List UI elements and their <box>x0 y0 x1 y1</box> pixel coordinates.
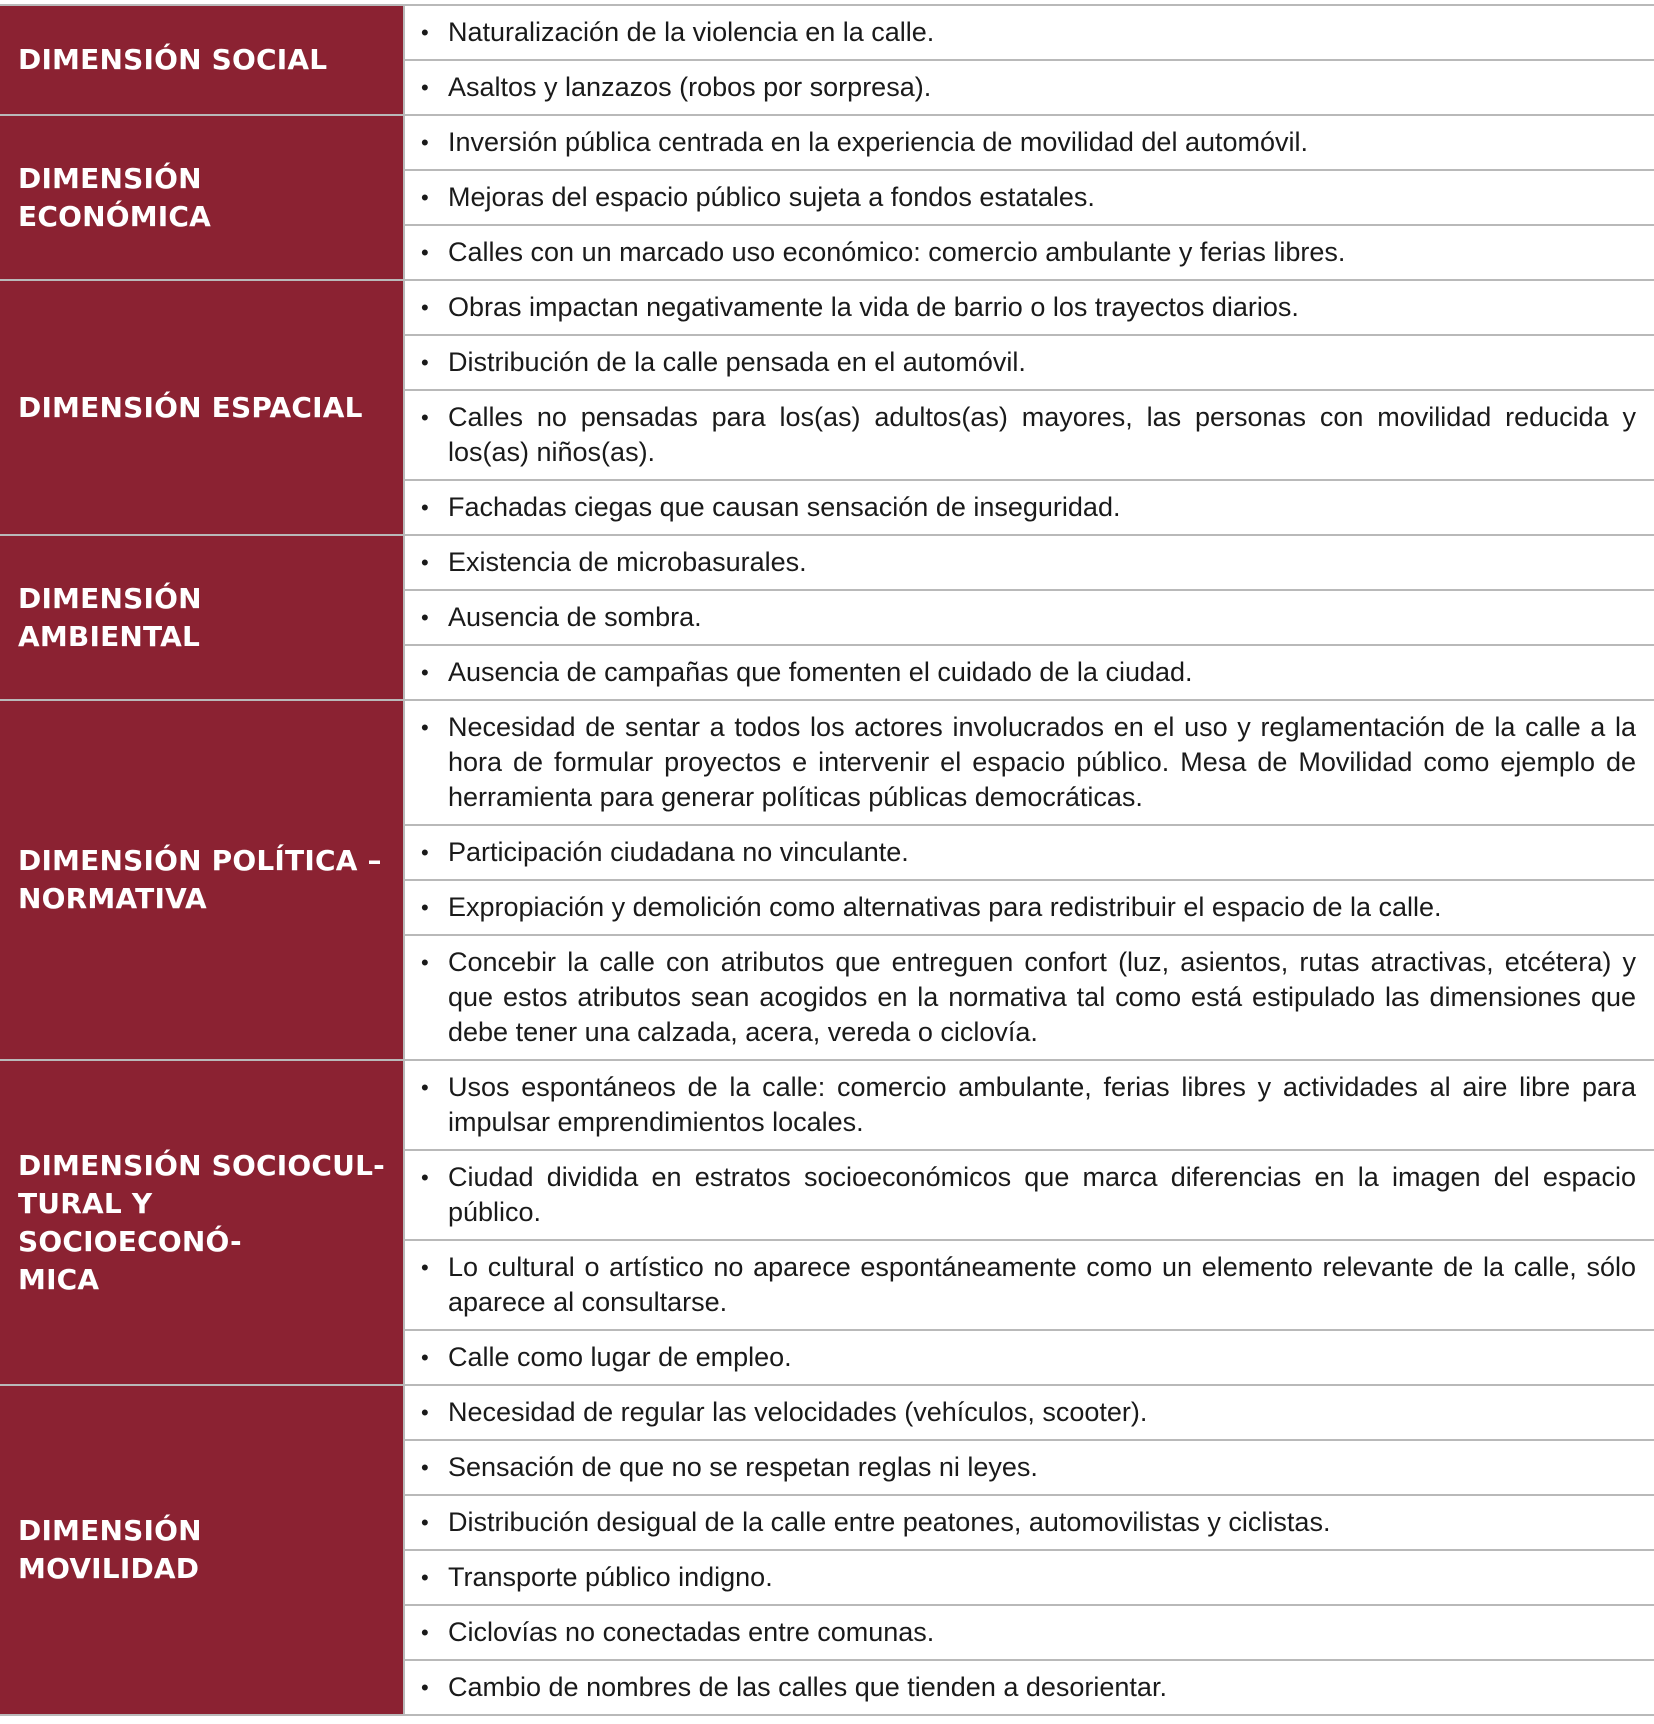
item-text: Sensación de que no se respetan reglas ni leyes. <box>448 1452 1038 1482</box>
item-text: Concebir la calle con atributos que entreguen confort (luz, asientos, rutas atractivas, etcétera) y que estos atributos sean acogidos en la normativa tal como está estipulado las dimensiones que debe tener una calzada, acera, vereda o ciclovía. <box>448 947 1636 1047</box>
bullet-icon: • <box>421 1400 429 1425</box>
item-text: Distribución de la calle pensada en el automóvil. <box>448 347 1026 377</box>
dimension-group <box>0 116 1654 281</box>
list-item <box>405 1494 1654 1549</box>
dimension-items <box>403 116 1654 279</box>
bullet-icon: • <box>421 495 429 520</box>
dimension-label: DIMENSIÓN ESPACIAL <box>0 281 403 534</box>
item-text: Necesidad de regular las velocidades (vehículos, scooter). <box>448 1397 1148 1427</box>
dimension-items <box>403 281 1654 534</box>
item-text: Participación ciudadana no vinculante. <box>448 837 909 867</box>
item-text: Existencia de microbasurales. <box>448 547 807 577</box>
dimension-label: DIMENSIÓN SOCIAL <box>0 6 403 114</box>
bullet-icon: • <box>421 185 429 210</box>
bullet-icon: • <box>421 1165 429 1190</box>
bullet-icon: • <box>421 1455 429 1480</box>
dimension-items <box>403 536 1654 699</box>
dimensions-table <box>0 4 1654 1716</box>
item-text: Cambio de nombres de las calles que tienden a desorientar. <box>448 1672 1167 1702</box>
bullet-icon: • <box>421 950 429 975</box>
item-text: Transporte público indigno. <box>448 1562 773 1592</box>
dimension-items <box>403 6 1654 114</box>
bullet-icon: • <box>421 550 429 575</box>
bullet-icon: • <box>421 20 429 45</box>
dimension-group <box>0 281 1654 536</box>
list-item <box>405 1239 1654 1329</box>
dimension-items <box>403 1061 1654 1384</box>
item-text: Ausencia de sombra. <box>448 602 702 632</box>
item-text: Calles no pensadas para los(as) adultos(as) mayores, las personas con movilidad reducida y los(as) niños(as). <box>448 402 1636 467</box>
item-text: Distribución desigual de la calle entre peatones, automovilistas y ciclistas. <box>448 1507 1331 1537</box>
list-item <box>405 334 1654 389</box>
dimension-label: DIMENSIÓN MOVILIDAD <box>0 1386 403 1714</box>
item-text: Inversión pública centrada en la experiencia de movilidad del automóvil. <box>448 127 1309 157</box>
item-text: Necesidad de sentar a todos los actores involucrados en el uso y reglamentación de la calle a la hora de formular proyectos e intervenir el espacio público. Mesa de Movilidad como ejemplo de herramienta para generar políticas públicas democráticas. <box>448 712 1636 812</box>
bullet-icon: • <box>421 1675 429 1700</box>
list-item <box>405 879 1654 934</box>
dimension-items <box>403 1386 1654 1714</box>
list-item <box>405 1149 1654 1239</box>
item-text: Lo cultural o artístico no aparece espontáneamente como un elemento relevante de la calle, sólo aparece al consultarse. <box>448 1252 1636 1317</box>
item-text: Obras impactan negativamente la vida de barrio o los trayectos diarios. <box>448 292 1299 322</box>
item-text: Expropiación y demolición como alternativas para redistribuir el espacio de la calle. <box>448 892 1442 922</box>
bullet-icon: • <box>421 405 429 430</box>
item-text: Calles con un marcado uso económico: comercio ambulante y ferias libres. <box>448 237 1346 267</box>
list-item <box>405 116 1654 169</box>
list-item <box>405 281 1654 334</box>
bullet-icon: • <box>421 1345 429 1370</box>
item-text: Ausencia de campañas que fomenten el cuidado de la ciudad. <box>448 657 1193 687</box>
dimension-label: DIMENSIÓN POLÍTICA – NORMATIVA <box>0 701 403 1059</box>
list-item <box>405 389 1654 479</box>
bullet-icon: • <box>421 1255 429 1280</box>
dimension-group <box>0 4 1654 116</box>
bullet-icon: • <box>421 1510 429 1535</box>
list-item <box>405 169 1654 224</box>
bullet-icon: • <box>421 715 429 740</box>
bullet-icon: • <box>421 1565 429 1590</box>
item-text: Usos espontáneos de la calle: comercio ambulante, ferias libres y actividades al aire libre para impulsar emprendimientos locales. <box>448 1072 1636 1137</box>
bullet-icon: • <box>421 350 429 375</box>
list-item <box>405 934 1654 1059</box>
list-item <box>405 1549 1654 1604</box>
list-item <box>405 701 1654 824</box>
list-item <box>405 479 1654 534</box>
list-item <box>405 59 1654 114</box>
dimension-group <box>0 1386 1654 1716</box>
bullet-icon: • <box>421 1620 429 1645</box>
dimension-items <box>403 701 1654 1059</box>
bullet-icon: • <box>421 1075 429 1100</box>
list-item <box>405 1659 1654 1714</box>
bullet-icon: • <box>421 295 429 320</box>
item-text: Calle como lugar de empleo. <box>448 1342 792 1372</box>
list-item <box>405 536 1654 589</box>
list-item <box>405 1061 1654 1149</box>
item-text: Ciclovías no conectadas entre comunas. <box>448 1617 935 1647</box>
dimension-group <box>0 1061 1654 1386</box>
list-item <box>405 644 1654 699</box>
item-text: Naturalización de la violencia en la calle. <box>448 17 935 47</box>
bullet-icon: • <box>421 130 429 155</box>
bullet-icon: • <box>421 240 429 265</box>
list-item <box>405 824 1654 879</box>
bullet-icon: • <box>421 840 429 865</box>
list-item <box>405 1329 1654 1384</box>
list-item <box>405 1604 1654 1659</box>
dimension-group <box>0 701 1654 1061</box>
list-item <box>405 1386 1654 1439</box>
dimension-label: DIMENSIÓN AMBIENTAL <box>0 536 403 699</box>
item-text: Mejoras del espacio público sujeta a fondos estatales. <box>448 182 1095 212</box>
item-text: Asaltos y lanzazos (robos por sorpresa). <box>448 72 932 102</box>
dimension-label: DIMENSIÓN SOCIOCUL- TURAL Y SOCIOECONÓ- MICA <box>0 1061 403 1384</box>
list-item <box>405 589 1654 644</box>
bullet-icon: • <box>421 660 429 685</box>
bullet-icon: • <box>421 895 429 920</box>
item-text: Fachadas ciegas que causan sensación de inseguridad. <box>448 492 1121 522</box>
dimension-label: DIMENSIÓN ECONÓMICA <box>0 116 403 279</box>
list-item <box>405 1439 1654 1494</box>
list-item <box>405 224 1654 279</box>
dimension-group <box>0 536 1654 701</box>
bullet-icon: • <box>421 605 429 630</box>
item-text: Ciudad dividida en estratos socioeconómicos que marca diferencias en la imagen del espacio público. <box>448 1162 1636 1227</box>
list-item <box>405 6 1654 59</box>
bullet-icon: • <box>421 75 429 100</box>
